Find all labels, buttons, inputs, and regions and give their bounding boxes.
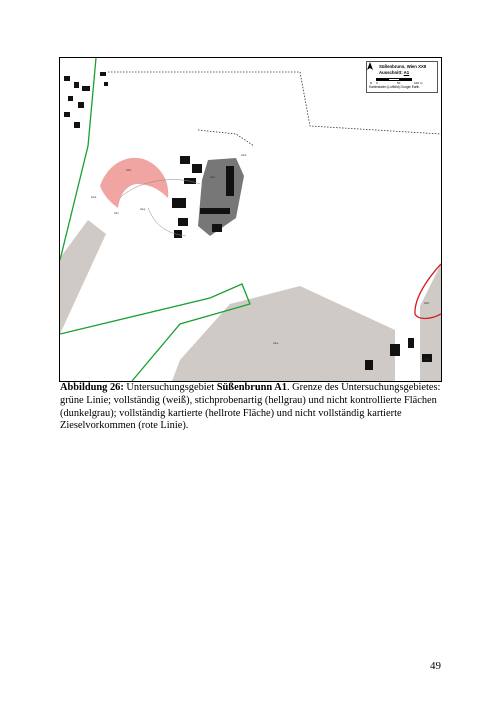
legend-subtitle	[379, 70, 409, 75]
legend-subtitle-code: A1	[403, 70, 410, 75]
caption-text-1: Untersuchungsgebiet	[123, 382, 217, 393]
figure-caption	[60, 382, 444, 433]
map-legend	[366, 61, 438, 93]
page-number: 49	[430, 660, 441, 672]
scale-bar	[376, 78, 412, 81]
legend-subtitle-prefix: Ausschnitt:	[379, 70, 404, 75]
sampled-area-west	[60, 220, 106, 334]
area-label-a1d: A1d	[241, 153, 247, 157]
sampled-area-east	[420, 264, 441, 381]
north-arrow-icon	[367, 62, 373, 74]
sampled-area-south	[172, 286, 395, 381]
scale-label-0: 0	[376, 81, 378, 85]
area-label-a1b: A1b	[126, 168, 132, 172]
area-label-a1h: A1h	[424, 301, 430, 305]
area-label-a1e: A1e	[273, 341, 279, 345]
map-drawing	[60, 58, 441, 381]
area-label-a1a: A1a	[91, 195, 97, 199]
area-label-a1g: A1g	[140, 207, 146, 211]
scale-label-north: N	[370, 81, 373, 85]
caption-text-2: . Grenze des Untersuchungsgebietes: grüne Linie; vollständig (weiß), stichprobenartig (hellgrau) und nicht kontrollierte Flächen (dunkelgrau); vollständig kartierte (hellrote Fläche) und nicht vollständig kartierte Zieselvorkommen (rote Linie).	[60, 382, 441, 432]
legend-title: Süßenbrunn, Wien XXII	[379, 64, 427, 69]
area-label-a1i: A1i	[425, 357, 430, 361]
map-figure	[59, 57, 442, 382]
area-label-a1c: A1c	[210, 175, 216, 179]
dotted-track-east	[198, 130, 254, 146]
area-label-a1f: A1f	[114, 211, 119, 215]
legend-credit: Kartendaten (Luftbild) Google Earth	[369, 85, 420, 89]
caption-label: Abbildung 26:	[60, 382, 124, 393]
scale-label-50: 50	[397, 81, 401, 85]
scale-label-100: 100 m	[414, 81, 423, 85]
caption-site-name: Süßenbrunn A1	[216, 382, 287, 393]
mapped-area	[100, 158, 168, 208]
